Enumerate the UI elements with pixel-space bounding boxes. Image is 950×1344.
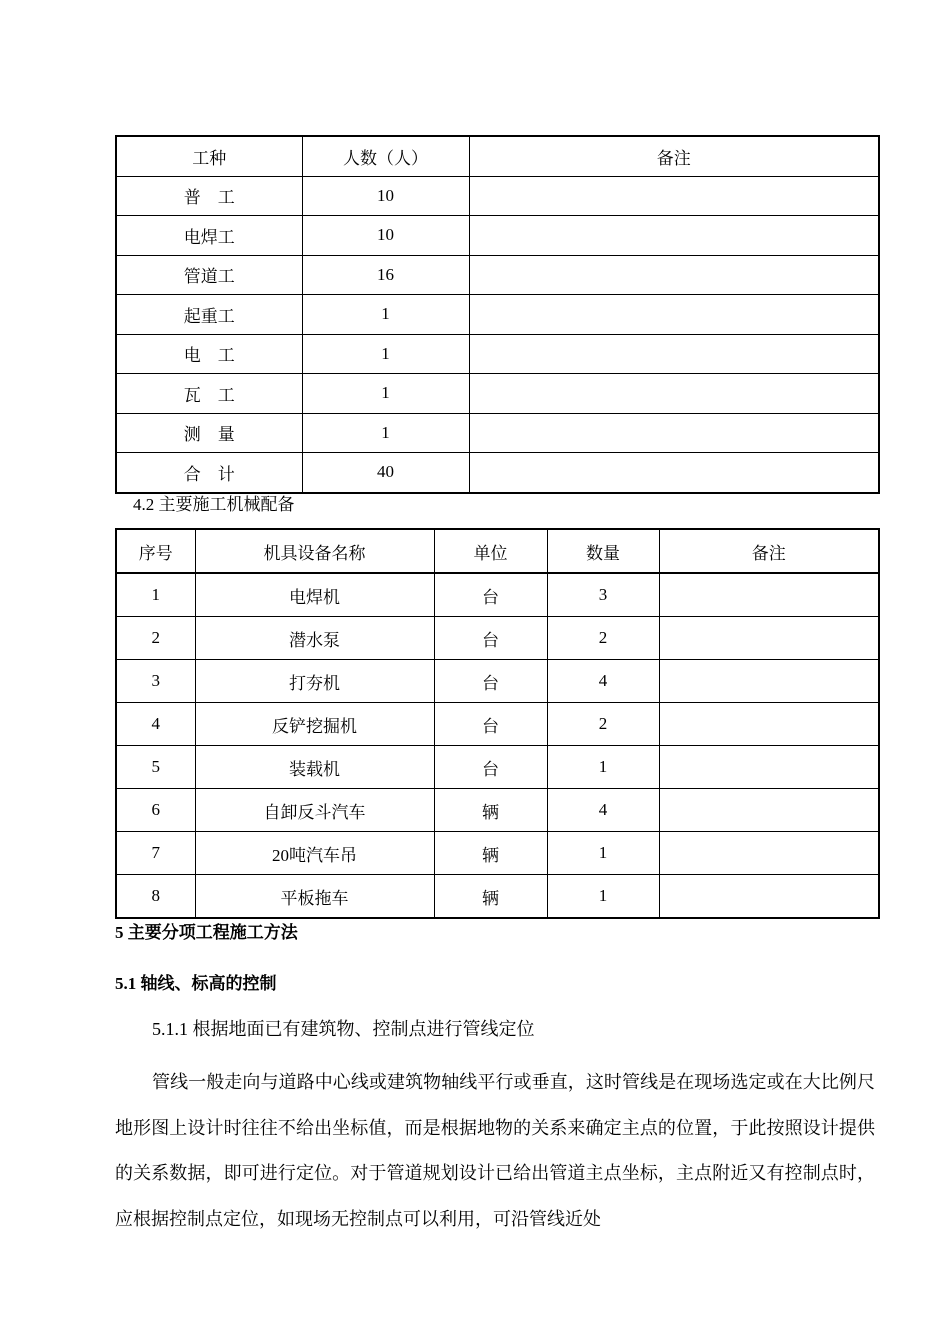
table-row <box>116 295 879 335</box>
worker-note <box>469 216 879 256</box>
equipment-note <box>659 832 879 875</box>
section-heading-5-1: 5.1 轴线、标高的控制 <box>115 974 277 993</box>
equipment-name: 电焊机 <box>195 573 434 617</box>
worker-type: 测 量 <box>116 413 302 453</box>
equipment-table <box>115 528 880 919</box>
equipment-unit: 辆 <box>434 875 547 919</box>
equipment-table-header <box>116 529 879 573</box>
worker-count: 16 <box>302 255 469 295</box>
table-row <box>116 176 879 216</box>
equipment-qty: 2 <box>547 703 659 746</box>
equipment-unit: 台 <box>434 617 547 660</box>
equipment-note <box>659 875 879 919</box>
equipment-no: 6 <box>116 789 195 832</box>
header-cell: 序号 <box>116 529 195 573</box>
equipment-name: 潜水泵 <box>195 617 434 660</box>
equipment-qty: 2 <box>547 617 659 660</box>
equipment-unit: 台 <box>434 660 547 703</box>
equipment-note <box>659 617 879 660</box>
equipment-unit: 辆 <box>434 832 547 875</box>
worker-count: 10 <box>302 176 469 216</box>
equipment-no: 2 <box>116 617 195 660</box>
worker-note <box>469 176 879 216</box>
equipment-no: 8 <box>116 875 195 919</box>
equipment-name: 反铲挖掘机 <box>195 703 434 746</box>
worker-count: 10 <box>302 216 469 256</box>
table-row <box>116 746 879 789</box>
worker-type: 管道工 <box>116 255 302 295</box>
header-cell: 人数（人） <box>302 136 469 176</box>
table-row <box>116 875 879 919</box>
equipment-name: 打夯机 <box>195 660 434 703</box>
equipment-no: 5 <box>116 746 195 789</box>
equipment-note <box>659 703 879 746</box>
header-cell: 机具设备名称 <box>195 529 434 573</box>
worker-count: 1 <box>302 334 469 374</box>
table-row <box>116 832 879 875</box>
worker-note <box>469 334 879 374</box>
worker-type: 合 计 <box>116 453 302 493</box>
equipment-note <box>659 746 879 789</box>
section-heading-4-2: 4.2 主要施工机械配备 <box>133 495 295 514</box>
table-row <box>116 660 879 703</box>
table-row <box>116 703 879 746</box>
equipment-qty: 1 <box>547 875 659 919</box>
worker-note <box>469 413 879 453</box>
equipment-name: 自卸反斗汽车 <box>195 789 434 832</box>
table-row <box>116 255 879 295</box>
equipment-qty: 1 <box>547 832 659 875</box>
table-row <box>116 216 879 256</box>
section-heading-5: 5 主要分项工程施工方法 <box>115 923 298 942</box>
equipment-no: 7 <box>116 832 195 875</box>
equipment-name: 装载机 <box>195 746 434 789</box>
worker-note <box>469 295 879 335</box>
header-cell: 工种 <box>116 136 302 176</box>
header-cell: 单位 <box>434 529 547 573</box>
equipment-qty: 1 <box>547 746 659 789</box>
header-cell: 备注 <box>659 529 879 573</box>
worker-count: 1 <box>302 413 469 453</box>
header-cell: 数量 <box>547 529 659 573</box>
equipment-qty: 3 <box>547 573 659 617</box>
worker-type: 普 工 <box>116 176 302 216</box>
worker-type: 起重工 <box>116 295 302 335</box>
header-cell: 备注 <box>469 136 879 176</box>
equipment-name: 20吨汽车吊 <box>195 832 434 875</box>
equipment-note <box>659 660 879 703</box>
equipment-name: 平板拖车 <box>195 875 434 919</box>
table-row <box>116 573 879 617</box>
table-row <box>116 334 879 374</box>
equipment-unit: 辆 <box>434 789 547 832</box>
equipment-no: 3 <box>116 660 195 703</box>
staff-table-header <box>116 136 879 176</box>
worker-note <box>469 255 879 295</box>
equipment-note <box>659 789 879 832</box>
staff-table <box>115 135 880 494</box>
worker-type: 电 工 <box>116 334 302 374</box>
equipment-unit: 台 <box>434 746 547 789</box>
table-row <box>116 617 879 660</box>
table-row <box>116 453 879 493</box>
worker-type: 电焊工 <box>116 216 302 256</box>
table-row <box>116 413 879 453</box>
equipment-qty: 4 <box>547 789 659 832</box>
worker-type: 瓦 工 <box>116 374 302 414</box>
equipment-qty: 4 <box>547 660 659 703</box>
equipment-unit: 台 <box>434 703 547 746</box>
table-row <box>116 789 879 832</box>
section-heading-5-1-1: 5.1.1 根据地面已有建筑物、控制点进行管线定位 <box>152 1019 535 1039</box>
table-row <box>116 374 879 414</box>
equipment-note <box>659 573 879 617</box>
body-paragraph: 管线一般走向与道路中心线或建筑物轴线平行或垂直，这时管线是在现场选定或在大比例尺地形图上设计时往往不给出坐标值，而是根据地物的关系来确定主点的位置，于此按照设计提供的关系数据，即可进行定位。对于管道规划设计已给出管道主点坐标，主点附近又有控制点时，应根据控制点定位，如现场无控制点可以利用，可沿管线近处 <box>115 1072 875 1229</box>
equipment-no: 1 <box>116 573 195 617</box>
worker-count: 40 <box>302 453 469 493</box>
equipment-unit: 台 <box>434 573 547 617</box>
worker-count: 1 <box>302 374 469 414</box>
worker-note <box>469 374 879 414</box>
worker-note <box>469 453 879 493</box>
equipment-no: 4 <box>116 703 195 746</box>
worker-count: 1 <box>302 295 469 335</box>
